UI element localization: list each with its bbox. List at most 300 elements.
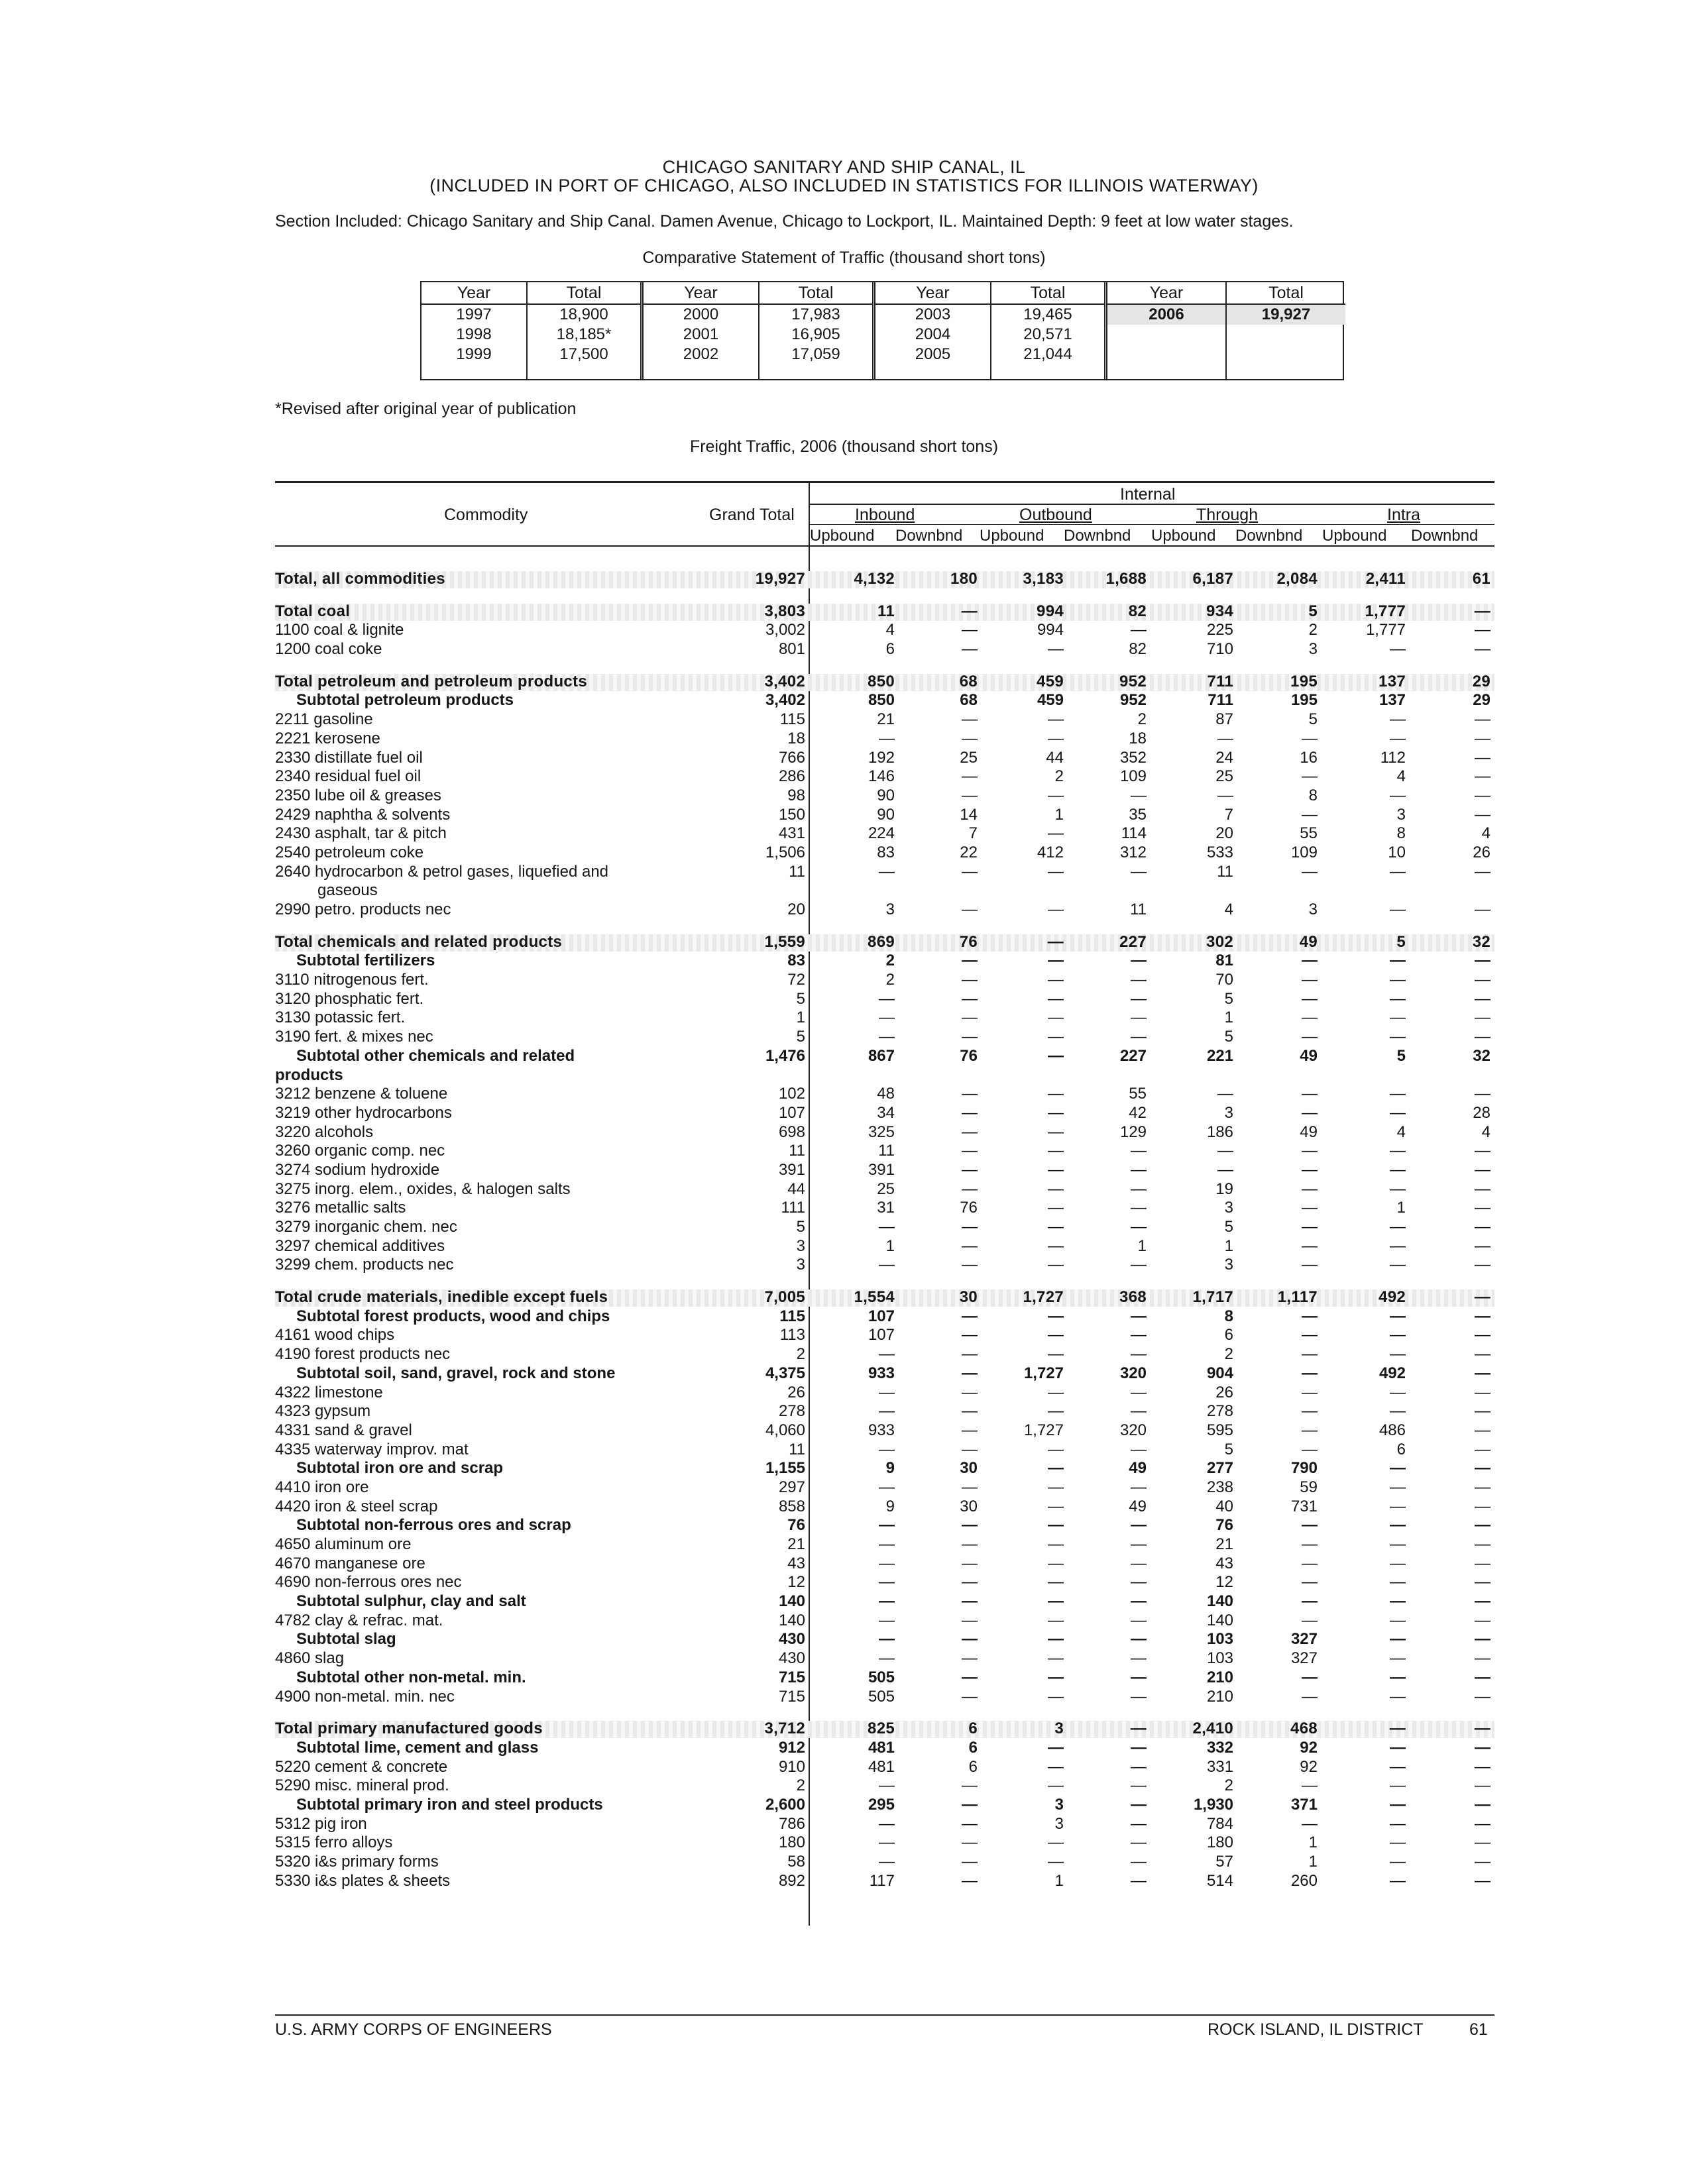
traffic-value-cell: — [1131, 1383, 1147, 1401]
year-cell: 2001 [683, 325, 719, 343]
traffic-value-cell: — [1302, 1592, 1318, 1611]
total-cell: 19,465 [1023, 305, 1072, 323]
grand-total-cell: 698 [778, 1122, 805, 1141]
traffic-value-cell: — [1048, 1649, 1064, 1668]
traffic-value-cell: 195 [1290, 691, 1318, 710]
traffic-value-cell: 492 [1379, 1364, 1406, 1382]
traffic-value-cell: — [1390, 1738, 1406, 1757]
traffic-value-cell: — [1390, 1103, 1406, 1122]
traffic-value-cell: 11 [1130, 901, 1147, 918]
traffic-value-cell: — [962, 901, 978, 918]
commodity-row [275, 1085, 1494, 1104]
traffic-value-cell: — [1048, 1478, 1064, 1496]
traffic-value-cell: 82 [1128, 602, 1147, 620]
traffic-value-cell: 186 [1206, 1122, 1233, 1141]
traffic-value-cell: 49 [1129, 1497, 1147, 1515]
traffic-value-cell: — [962, 1122, 978, 1141]
traffic-value-cell: 2,411 [1365, 570, 1406, 588]
traffic-value-cell: — [1048, 1142, 1064, 1160]
traffic-value-cell: 180 [1206, 1833, 1233, 1852]
traffic-value-cell: — [1302, 1028, 1318, 1046]
traffic-value-cell: — [1302, 1687, 1318, 1706]
total-header: Total [760, 282, 872, 305]
grand-total-cell: 1,559 [764, 932, 805, 951]
commodity-name: 4420 iron & steel scrap [275, 1497, 438, 1515]
traffic-value-cell: — [1131, 1795, 1147, 1814]
traffic-value-cell: 11 [878, 1142, 895, 1160]
traffic-value-cell: — [1302, 1009, 1318, 1027]
traffic-value-cell: — [1475, 1516, 1491, 1535]
traffic-value-cell: — [1048, 1160, 1064, 1179]
traffic-value-cell: 711 [1207, 672, 1233, 690]
traffic-value-cell: — [1048, 952, 1064, 970]
commodity-name: 2350 lube oil & greases [275, 786, 441, 804]
traffic-value-cell: — [1131, 1218, 1147, 1236]
traffic-value-cell: 327 [1290, 1649, 1318, 1668]
commodity-name: 4860 slag [275, 1649, 345, 1668]
traffic-value-cell: — [1475, 1009, 1491, 1027]
traffic-value-cell: 32 [1472, 932, 1491, 951]
traffic-value-cell: 1,777 [1365, 621, 1406, 639]
traffic-value-cell: 87 [1215, 710, 1233, 729]
traffic-value-cell: — [1475, 1028, 1491, 1046]
commodity-name: 5330 i&s plates & sheets [275, 1871, 451, 1890]
commodity-name: 5220 cement & concrete [275, 1757, 448, 1776]
traffic-value-cell: 55 [1300, 824, 1318, 843]
traffic-value-cell: 6 [1224, 1326, 1233, 1344]
total-cell: 16,905 [791, 325, 840, 343]
traffic-value-cell: 869 [868, 932, 895, 951]
footer-agency: U.S. ARMY CORPS OF ENGINEERS [275, 2020, 552, 2039]
traffic-value-cell: — [1390, 1160, 1406, 1179]
commodity-name: 3120 phosphatic fert. [275, 989, 424, 1008]
traffic-value-cell: 14 [960, 805, 978, 824]
commodity-row [275, 1142, 1494, 1161]
commodity-name: Total petroleum and petroleum products [275, 672, 587, 690]
report-subtitle: (INCLUDED IN PORT OF CHICAGO, ALSO INCLUDED IN STATISTICS FOR ILLINOIS WATERWAY) [429, 176, 1259, 195]
traffic-value-cell: 3 [1308, 901, 1318, 918]
traffic-value-cell: 1,727 [1023, 1288, 1064, 1307]
traffic-value-cell: — [1390, 1478, 1406, 1496]
traffic-value-cell: — [962, 1592, 978, 1611]
traffic-value-cell: — [962, 1795, 978, 1814]
traffic-value-cell: 850 [868, 691, 895, 710]
traffic-value-cell: — [1048, 1554, 1064, 1572]
traffic-value-cell: — [1475, 786, 1491, 804]
traffic-value-cell: 1 [1224, 1236, 1233, 1255]
traffic-value-cell: — [879, 1535, 895, 1553]
traffic-value-cell: 92 [1300, 1738, 1318, 1757]
traffic-value-cell: — [1390, 952, 1406, 970]
traffic-value-cell: — [1131, 1160, 1147, 1179]
traffic-value-cell: — [1131, 1833, 1147, 1852]
commodity-row [275, 749, 1494, 768]
traffic-value-cell: — [1302, 989, 1318, 1008]
grand-total-cell: 715 [778, 1668, 805, 1686]
traffic-value-cell: 31 [877, 1199, 895, 1217]
traffic-value-cell: — [1475, 1421, 1491, 1439]
traffic-value-cell: — [1390, 1535, 1406, 1553]
commodity-row [275, 806, 1494, 825]
traffic-value-cell: — [1475, 1364, 1491, 1382]
row-spacer [275, 589, 1494, 602]
commodity-name: 1100 coal & lignite [275, 621, 404, 639]
traffic-value-cell: 227 [1119, 1046, 1147, 1065]
grand-total-cell: 19,927 [755, 570, 805, 588]
traffic-value-cell: 5 [1224, 1218, 1233, 1236]
traffic-value-cell: — [1302, 952, 1318, 970]
subtotal-row [275, 1516, 1494, 1535]
grand-total-cell: 18 [787, 729, 805, 747]
subtotal-row [275, 1630, 1494, 1649]
traffic-value-cell: — [1475, 1630, 1491, 1649]
traffic-value-cell: — [1475, 1199, 1491, 1217]
traffic-value-cell: — [1217, 1142, 1233, 1160]
commodity-row [275, 1161, 1494, 1180]
traffic-value-cell: 49 [1300, 1122, 1318, 1141]
traffic-value-cell: — [1131, 1199, 1147, 1217]
traffic-value-cell: — [1302, 862, 1318, 881]
traffic-value-cell: 7 [1224, 805, 1233, 824]
traffic-value-cell: — [962, 1687, 978, 1706]
traffic-value-cell: — [879, 989, 895, 1008]
traffic-value-cell: 1,727 [1023, 1421, 1064, 1439]
commodity-name: 4331 sand & gravel [275, 1421, 412, 1439]
traffic-value-cell: — [1048, 710, 1064, 729]
traffic-value-cell: 825 [868, 1720, 895, 1738]
traffic-value-cell: 30 [959, 1288, 978, 1307]
traffic-value-cell: 3 [1054, 1720, 1064, 1738]
commodity-name: 3275 inorg. elem., oxides, & halogen salts [275, 1179, 571, 1198]
commodity-name: 2340 residual fuel oil [275, 767, 422, 786]
year-header: Year [644, 282, 758, 305]
traffic-value-cell: — [962, 1383, 978, 1401]
traffic-value-cell: 57 [1215, 1853, 1233, 1871]
grand-total-cell: 5 [796, 1028, 805, 1046]
commodity-name: 5312 pig iron [275, 1814, 367, 1833]
traffic-value-cell: 28 [1473, 1103, 1491, 1122]
year-header: Year [1107, 282, 1225, 305]
traffic-value-cell: — [1390, 1833, 1406, 1852]
commodity-row [275, 1649, 1494, 1668]
grand-total-cell: 140 [778, 1592, 805, 1611]
commodity-name: 4782 clay & refrac. mat. [275, 1611, 443, 1629]
traffic-value-cell: — [1048, 1383, 1064, 1401]
traffic-value-cell: 24 [1215, 748, 1233, 767]
traffic-value-cell: — [1475, 640, 1491, 659]
traffic-value-cell: — [879, 1833, 895, 1852]
year-column [875, 282, 991, 379]
traffic-value-cell: 6,187 [1192, 570, 1233, 588]
traffic-value-cell: — [1047, 932, 1064, 951]
commodity-name: Subtotal primary iron and steel products [296, 1795, 603, 1814]
commodity-row [275, 621, 1494, 640]
traffic-value-cell: — [1475, 989, 1491, 1008]
grand-total-cell: 115 [779, 710, 805, 729]
traffic-value-cell: — [1475, 1440, 1491, 1458]
traffic-value-cell: 10 [1388, 843, 1406, 861]
traffic-value-cell: — [1390, 1795, 1406, 1814]
traffic-value-cell: — [962, 952, 978, 970]
traffic-value-cell: 129 [1119, 1122, 1147, 1141]
year-cell: 1997 [456, 305, 492, 323]
header-outbound: Outbound [1019, 506, 1092, 524]
traffic-value-cell: — [1475, 1345, 1491, 1364]
traffic-value-cell: — [1475, 1871, 1491, 1890]
traffic-value-cell: — [1302, 1814, 1318, 1833]
traffic-value-cell: — [1131, 1630, 1147, 1649]
grand-total-cell: 111 [781, 1199, 805, 1217]
total-column [528, 282, 644, 379]
traffic-value-cell: 904 [1206, 1364, 1233, 1382]
traffic-value-cell: — [1390, 989, 1406, 1008]
commodity-name: Total crude materials, inedible except fuels [275, 1288, 608, 1307]
traffic-value-cell: 5 [1396, 1046, 1406, 1065]
traffic-value-cell: 114 [1121, 824, 1147, 843]
traffic-value-cell: — [1475, 748, 1491, 767]
grand-total-cell: 83 [787, 952, 805, 970]
traffic-value-cell: 11 [877, 602, 895, 620]
year-cell: 1999 [456, 345, 492, 363]
grand-total-cell: 150 [778, 805, 805, 824]
traffic-value-cell: — [1475, 805, 1491, 824]
traffic-value-cell: 5 [1224, 1028, 1233, 1046]
total-cell: 19,927 [1227, 305, 1345, 325]
traffic-value-cell: — [1302, 1364, 1318, 1382]
traffic-value-cell: — [1302, 1440, 1318, 1458]
traffic-value-cell: — [1475, 1573, 1491, 1592]
traffic-value-cell: — [1131, 971, 1147, 989]
grand-total-cell: 3,803 [764, 602, 805, 620]
traffic-value-cell: — [879, 862, 895, 881]
traffic-value-cell: 76 [959, 932, 978, 951]
grand-total-cell: 391 [778, 1160, 805, 1179]
total-cell: 17,500 [559, 345, 608, 363]
traffic-value-cell: — [1131, 1256, 1147, 1274]
subtotal-row [275, 1796, 1494, 1815]
traffic-value-cell: — [962, 1833, 978, 1852]
commodity-name: 3190 fert. & mixes nec [275, 1028, 433, 1046]
traffic-value-cell: 320 [1119, 1421, 1147, 1439]
traffic-value-cell: 68 [960, 691, 978, 710]
grand-total-cell: 2,600 [765, 1795, 805, 1814]
traffic-value-cell: — [962, 1871, 978, 1890]
traffic-value-cell: — [1302, 1554, 1318, 1572]
header-grand-total: Grand Total [709, 506, 795, 524]
total-row [275, 933, 1494, 952]
grand-total-cell: 278 [778, 1402, 805, 1421]
grand-total-cell: 11 [789, 1142, 805, 1160]
grand-total-cell: 58 [787, 1853, 805, 1871]
traffic-value-cell: 320 [1119, 1364, 1147, 1382]
traffic-value-cell: — [1131, 952, 1147, 970]
commodity-name: 4335 waterway improv. mat [275, 1440, 469, 1458]
traffic-value-cell: 6 [968, 1757, 978, 1776]
traffic-value-cell: — [1048, 1573, 1064, 1592]
traffic-value-cell: 49 [1129, 1459, 1147, 1478]
commodity-name: 1200 coal coke [275, 640, 382, 659]
traffic-value-cell: — [1131, 1738, 1147, 1757]
traffic-value-cell: — [1217, 729, 1233, 747]
traffic-value-cell: — [1048, 1326, 1064, 1344]
traffic-value-cell: 221 [1206, 1046, 1233, 1065]
traffic-value-cell: — [1475, 1307, 1491, 1325]
commodity-name: 3276 metallic salts [275, 1199, 406, 1217]
traffic-value-cell: 140 [1206, 1592, 1233, 1611]
traffic-value-cell: — [1131, 1757, 1147, 1776]
traffic-value-cell: 20 [1215, 824, 1233, 843]
header-rule-direction [810, 524, 1494, 525]
traffic-value-cell: — [1302, 1421, 1318, 1439]
traffic-value-cell: — [1302, 1085, 1318, 1103]
total-column [991, 282, 1107, 379]
traffic-value-cell: — [962, 1326, 978, 1344]
year-cell: 2003 [915, 305, 951, 323]
commodity-name: Subtotal other non-metal. min. [296, 1668, 526, 1686]
traffic-value-cell: 82 [1129, 640, 1147, 659]
traffic-value-cell: — [962, 1478, 978, 1496]
traffic-value-cell: — [962, 1630, 978, 1649]
commodity-row [275, 881, 1494, 901]
traffic-value-cell: — [1390, 901, 1406, 918]
traffic-value-cell: — [879, 1573, 895, 1592]
traffic-value-cell: — [962, 1853, 978, 1871]
traffic-value-cell: 3 [1224, 1199, 1233, 1217]
traffic-value-cell: 1 [885, 1236, 895, 1255]
commodity-name: 3219 other hydrocarbons [275, 1103, 452, 1122]
traffic-value-cell: — [962, 1085, 978, 1103]
grand-total-cell: 286 [778, 767, 805, 786]
traffic-value-cell: — [962, 1668, 978, 1686]
year-cell: 1998 [456, 325, 492, 343]
grand-total-cell: 3 [796, 1256, 805, 1274]
traffic-value-cell: — [1048, 1459, 1064, 1478]
traffic-value-cell: 8 [1224, 1307, 1233, 1325]
traffic-value-cell: — [1475, 621, 1491, 639]
commodity-row [275, 1441, 1494, 1460]
total-cell: 18,185* [556, 325, 612, 343]
traffic-value-cell: — [962, 1776, 978, 1795]
traffic-value-cell: — [1131, 1649, 1147, 1668]
traffic-value-cell: 48 [877, 1085, 895, 1103]
traffic-value-cell: — [879, 1402, 895, 1421]
traffic-value-cell: — [1390, 1326, 1406, 1344]
grand-total-cell: 113 [779, 1326, 805, 1344]
traffic-value-cell: 55 [1129, 1085, 1147, 1103]
traffic-value-cell: — [1302, 1383, 1318, 1401]
traffic-value-cell: — [1390, 1611, 1406, 1629]
commodity-row [275, 1611, 1494, 1631]
subtotal-row [275, 1047, 1494, 1066]
upbound-header: Upbound [1151, 527, 1216, 545]
grand-total-cell: 2 [796, 1345, 805, 1364]
traffic-value-cell: — [879, 1516, 895, 1535]
traffic-value-cell: 505 [868, 1687, 895, 1706]
traffic-value-cell: 481 [868, 1757, 895, 1776]
commodity-row [275, 1853, 1494, 1872]
traffic-value-cell: — [962, 1649, 978, 1668]
grand-total-cell: 766 [778, 748, 805, 767]
grand-total-cell: 44 [787, 1179, 805, 1198]
commodity-row [275, 1815, 1494, 1834]
traffic-value-cell: — [1048, 1516, 1064, 1535]
traffic-value-cell: — [1390, 1402, 1406, 1421]
grand-total-cell: 7,005 [764, 1288, 805, 1307]
traffic-value-cell: 32 [1473, 1046, 1491, 1065]
grand-total-cell: 107 [778, 1103, 805, 1122]
traffic-value-cell: 5 [1396, 932, 1406, 951]
subtotal-row [275, 1668, 1494, 1688]
commodity-row [275, 1104, 1494, 1123]
traffic-value-cell: — [1131, 1668, 1147, 1686]
commodity-row [275, 1776, 1494, 1796]
grand-total-cell: 3,002 [765, 621, 805, 639]
total-cell: 20,571 [1023, 325, 1072, 343]
commodity-row [275, 710, 1494, 730]
traffic-value-cell: — [1475, 1236, 1491, 1255]
traffic-value-cell: 92 [1300, 1757, 1318, 1776]
traffic-value-cell: — [1131, 1687, 1147, 1706]
traffic-value-cell: — [1048, 1046, 1064, 1065]
commodity-row [275, 1402, 1494, 1421]
grand-total-cell: 102 [778, 1085, 805, 1103]
traffic-value-cell: — [1048, 1853, 1064, 1871]
traffic-value-cell: — [1131, 1814, 1147, 1833]
traffic-value-cell: — [1390, 1142, 1406, 1160]
header-intra: Intra [1387, 506, 1421, 524]
traffic-value-cell: 21 [877, 710, 895, 729]
traffic-value-cell: 224 [868, 824, 895, 843]
traffic-value-cell: — [1131, 1028, 1147, 1046]
page-number: 61 [1469, 2020, 1488, 2039]
traffic-value-cell: 3 [1224, 1103, 1233, 1122]
commodity-row [275, 1326, 1494, 1345]
upbound-header: Upbound [810, 527, 875, 545]
commodity-name: Total coal [275, 602, 351, 620]
traffic-value-cell: 1 [1308, 1853, 1318, 1871]
traffic-value-cell: — [879, 1611, 895, 1629]
subtotal-row [275, 1307, 1494, 1327]
commodity-row [275, 787, 1494, 806]
traffic-value-cell: — [1048, 1535, 1064, 1553]
header-through: Through [1196, 506, 1259, 524]
traffic-value-cell: — [1131, 1402, 1147, 1421]
total-cell: 17,059 [791, 345, 840, 363]
traffic-value-cell: — [1048, 1402, 1064, 1421]
traffic-value-cell: — [1390, 1668, 1406, 1686]
traffic-value-cell: 3 [1224, 1256, 1233, 1274]
grand-total-cell: 76 [787, 1516, 805, 1535]
traffic-value-cell: — [1302, 1776, 1318, 1795]
traffic-value-cell: — [1048, 1028, 1064, 1046]
traffic-value-cell: — [1390, 1085, 1406, 1103]
traffic-value-cell: — [1048, 1179, 1064, 1198]
header-internal: Internal [1120, 485, 1176, 504]
traffic-value-cell: — [1048, 901, 1064, 918]
total-row [275, 673, 1494, 692]
traffic-value-cell: — [1131, 862, 1147, 881]
traffic-value-cell: — [1302, 1256, 1318, 1274]
traffic-value-cell: 9 [885, 1459, 895, 1478]
traffic-value-cell: — [962, 862, 978, 881]
year-header: Year [422, 282, 526, 305]
traffic-value-cell: — [1048, 1738, 1064, 1757]
commodity-name: 4670 manganese ore [275, 1554, 425, 1572]
traffic-value-cell: — [1475, 901, 1491, 918]
traffic-value-cell: — [879, 1383, 895, 1401]
traffic-value-cell: 2 [1137, 710, 1147, 729]
traffic-value-cell: — [1390, 1028, 1406, 1046]
